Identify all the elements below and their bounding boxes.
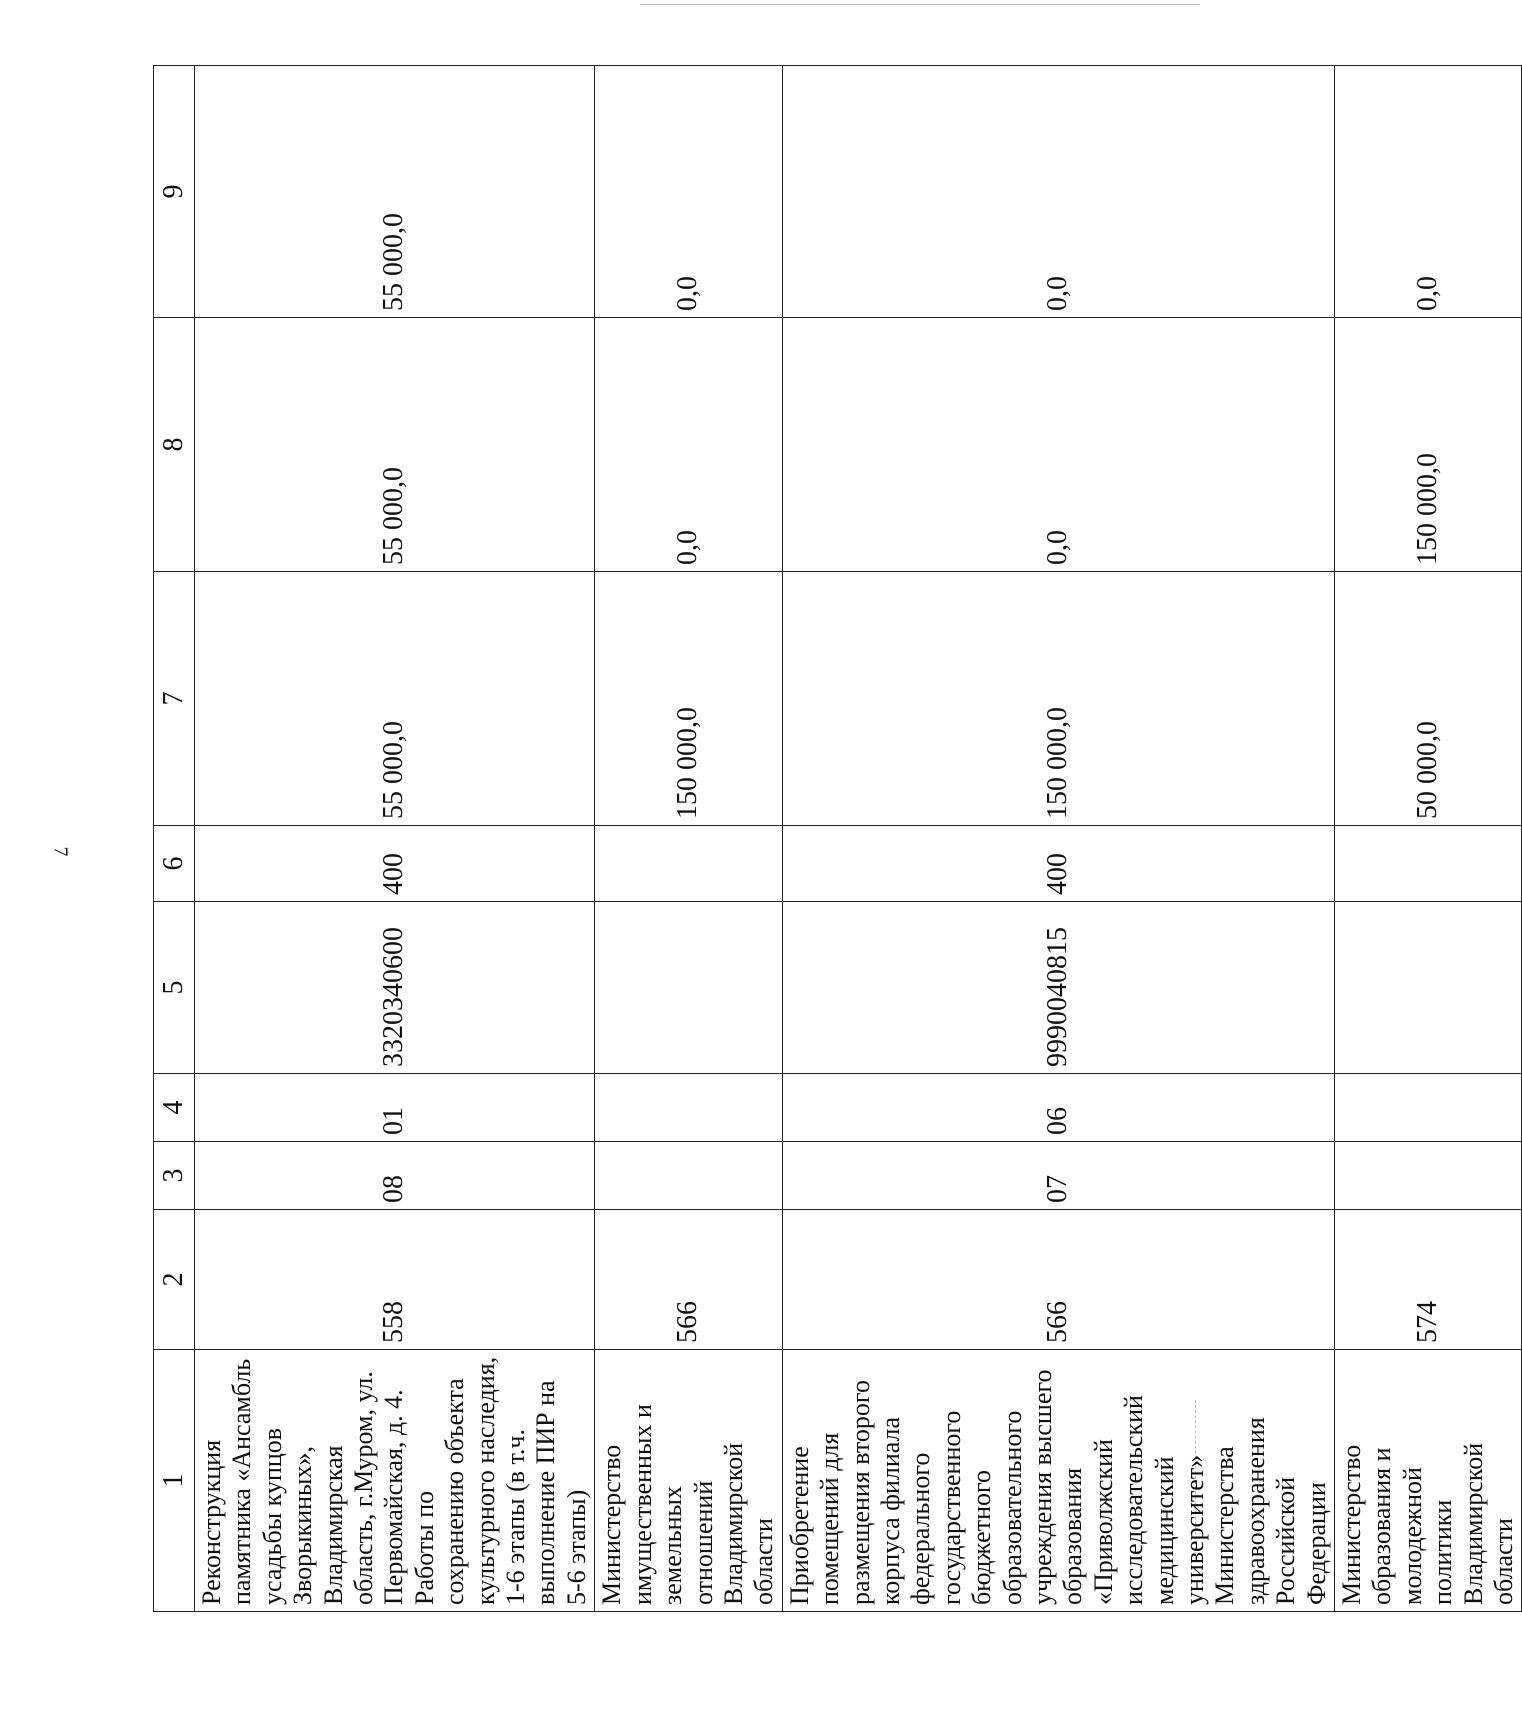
column-number: 6 bbox=[154, 826, 195, 902]
amount-cell: 0,0 bbox=[782, 66, 1334, 318]
amount-cell: 55 000,0 bbox=[195, 318, 595, 572]
column-number: 5 bbox=[154, 902, 195, 1074]
column-number: 2 bbox=[154, 1210, 195, 1350]
section-cell: 07 bbox=[782, 1142, 1334, 1210]
table-row bbox=[595, 66, 782, 1612]
table-rotation-frame bbox=[153, 66, 1519, 1612]
column-number: 8 bbox=[154, 318, 195, 572]
budget-table bbox=[153, 65, 1522, 1612]
scan-edge-line bbox=[640, 4, 1200, 5]
subsection-cell bbox=[1335, 1074, 1522, 1142]
target-article-cell bbox=[595, 902, 782, 1074]
section-cell bbox=[1335, 1142, 1522, 1210]
column-number: 4 bbox=[154, 1074, 195, 1142]
row-name-cell: Реконструкция памятника «Ансамбль усадьбы купцов Зворыкиных», Владимирская область, г.Муром, ул. Первомайская, д. 4. Работы по сохранению объекта культурного наследия, 1-6 этапы (в т.ч. выполнение ПИР на 5-6 этапы) bbox=[195, 1350, 595, 1612]
table-row bbox=[195, 66, 595, 1612]
table-row bbox=[782, 66, 1334, 1612]
row-name-cell: Министерство образования и молодежной политики Владимирской области bbox=[1335, 1350, 1522, 1612]
expense-type-cell: 400 bbox=[782, 826, 1334, 902]
column-number-row bbox=[154, 66, 195, 1612]
section-cell: 08 bbox=[195, 1142, 595, 1210]
column-number: 1 bbox=[154, 1350, 195, 1612]
chapter-code-cell: 566 bbox=[595, 1210, 782, 1350]
target-article-cell: 3320340600 bbox=[195, 902, 595, 1074]
amount-cell: 150 000,0 bbox=[1335, 318, 1522, 572]
page-number: 7 bbox=[49, 846, 72, 857]
amount-cell: 0,0 bbox=[595, 318, 782, 572]
section-cell bbox=[595, 1142, 782, 1210]
subsection-cell bbox=[595, 1074, 782, 1142]
row-name-cell: Министерство имущественных и земельных отношений Владимирской области bbox=[595, 1350, 782, 1612]
chapter-code-cell: 558 bbox=[195, 1210, 595, 1350]
amount-cell: 0,0 bbox=[1335, 66, 1522, 318]
chapter-code-cell: 566 bbox=[782, 1210, 1334, 1350]
subsection-cell: 01 bbox=[195, 1074, 595, 1142]
row-name-cell: Приобретение помещений для размещения второго корпуса филиала федерального государственного бюджетного образовательного учреждения высшего образования «Приволжский исследовательский медицинский университет» Министерства здравоохранения Российской Федерации bbox=[782, 1350, 1334, 1612]
amount-cell: 50 000,0 bbox=[1335, 572, 1522, 826]
expense-type-cell bbox=[1335, 826, 1522, 902]
subsection-cell: 06 bbox=[782, 1074, 1334, 1142]
amount-cell: 150 000,0 bbox=[782, 572, 1334, 826]
chapter-code-cell: 574 bbox=[1335, 1210, 1522, 1350]
target-article-cell bbox=[1335, 902, 1522, 1074]
target-article-cell: 9990040815 bbox=[782, 902, 1334, 1074]
amount-cell: 55 000,0 bbox=[195, 572, 595, 826]
amount-cell: 0,0 bbox=[782, 318, 1334, 572]
table-row bbox=[1335, 66, 1522, 1612]
expense-type-cell: 400 bbox=[195, 826, 595, 902]
column-number: 3 bbox=[154, 1142, 195, 1210]
amount-cell: 55 000,0 bbox=[195, 66, 595, 318]
expense-type-cell bbox=[595, 826, 782, 902]
amount-cell: 0,0 bbox=[595, 66, 782, 318]
column-number: 9 bbox=[154, 66, 195, 318]
amount-cell: 150 000,0 bbox=[595, 572, 782, 826]
column-number: 7 bbox=[154, 572, 195, 826]
